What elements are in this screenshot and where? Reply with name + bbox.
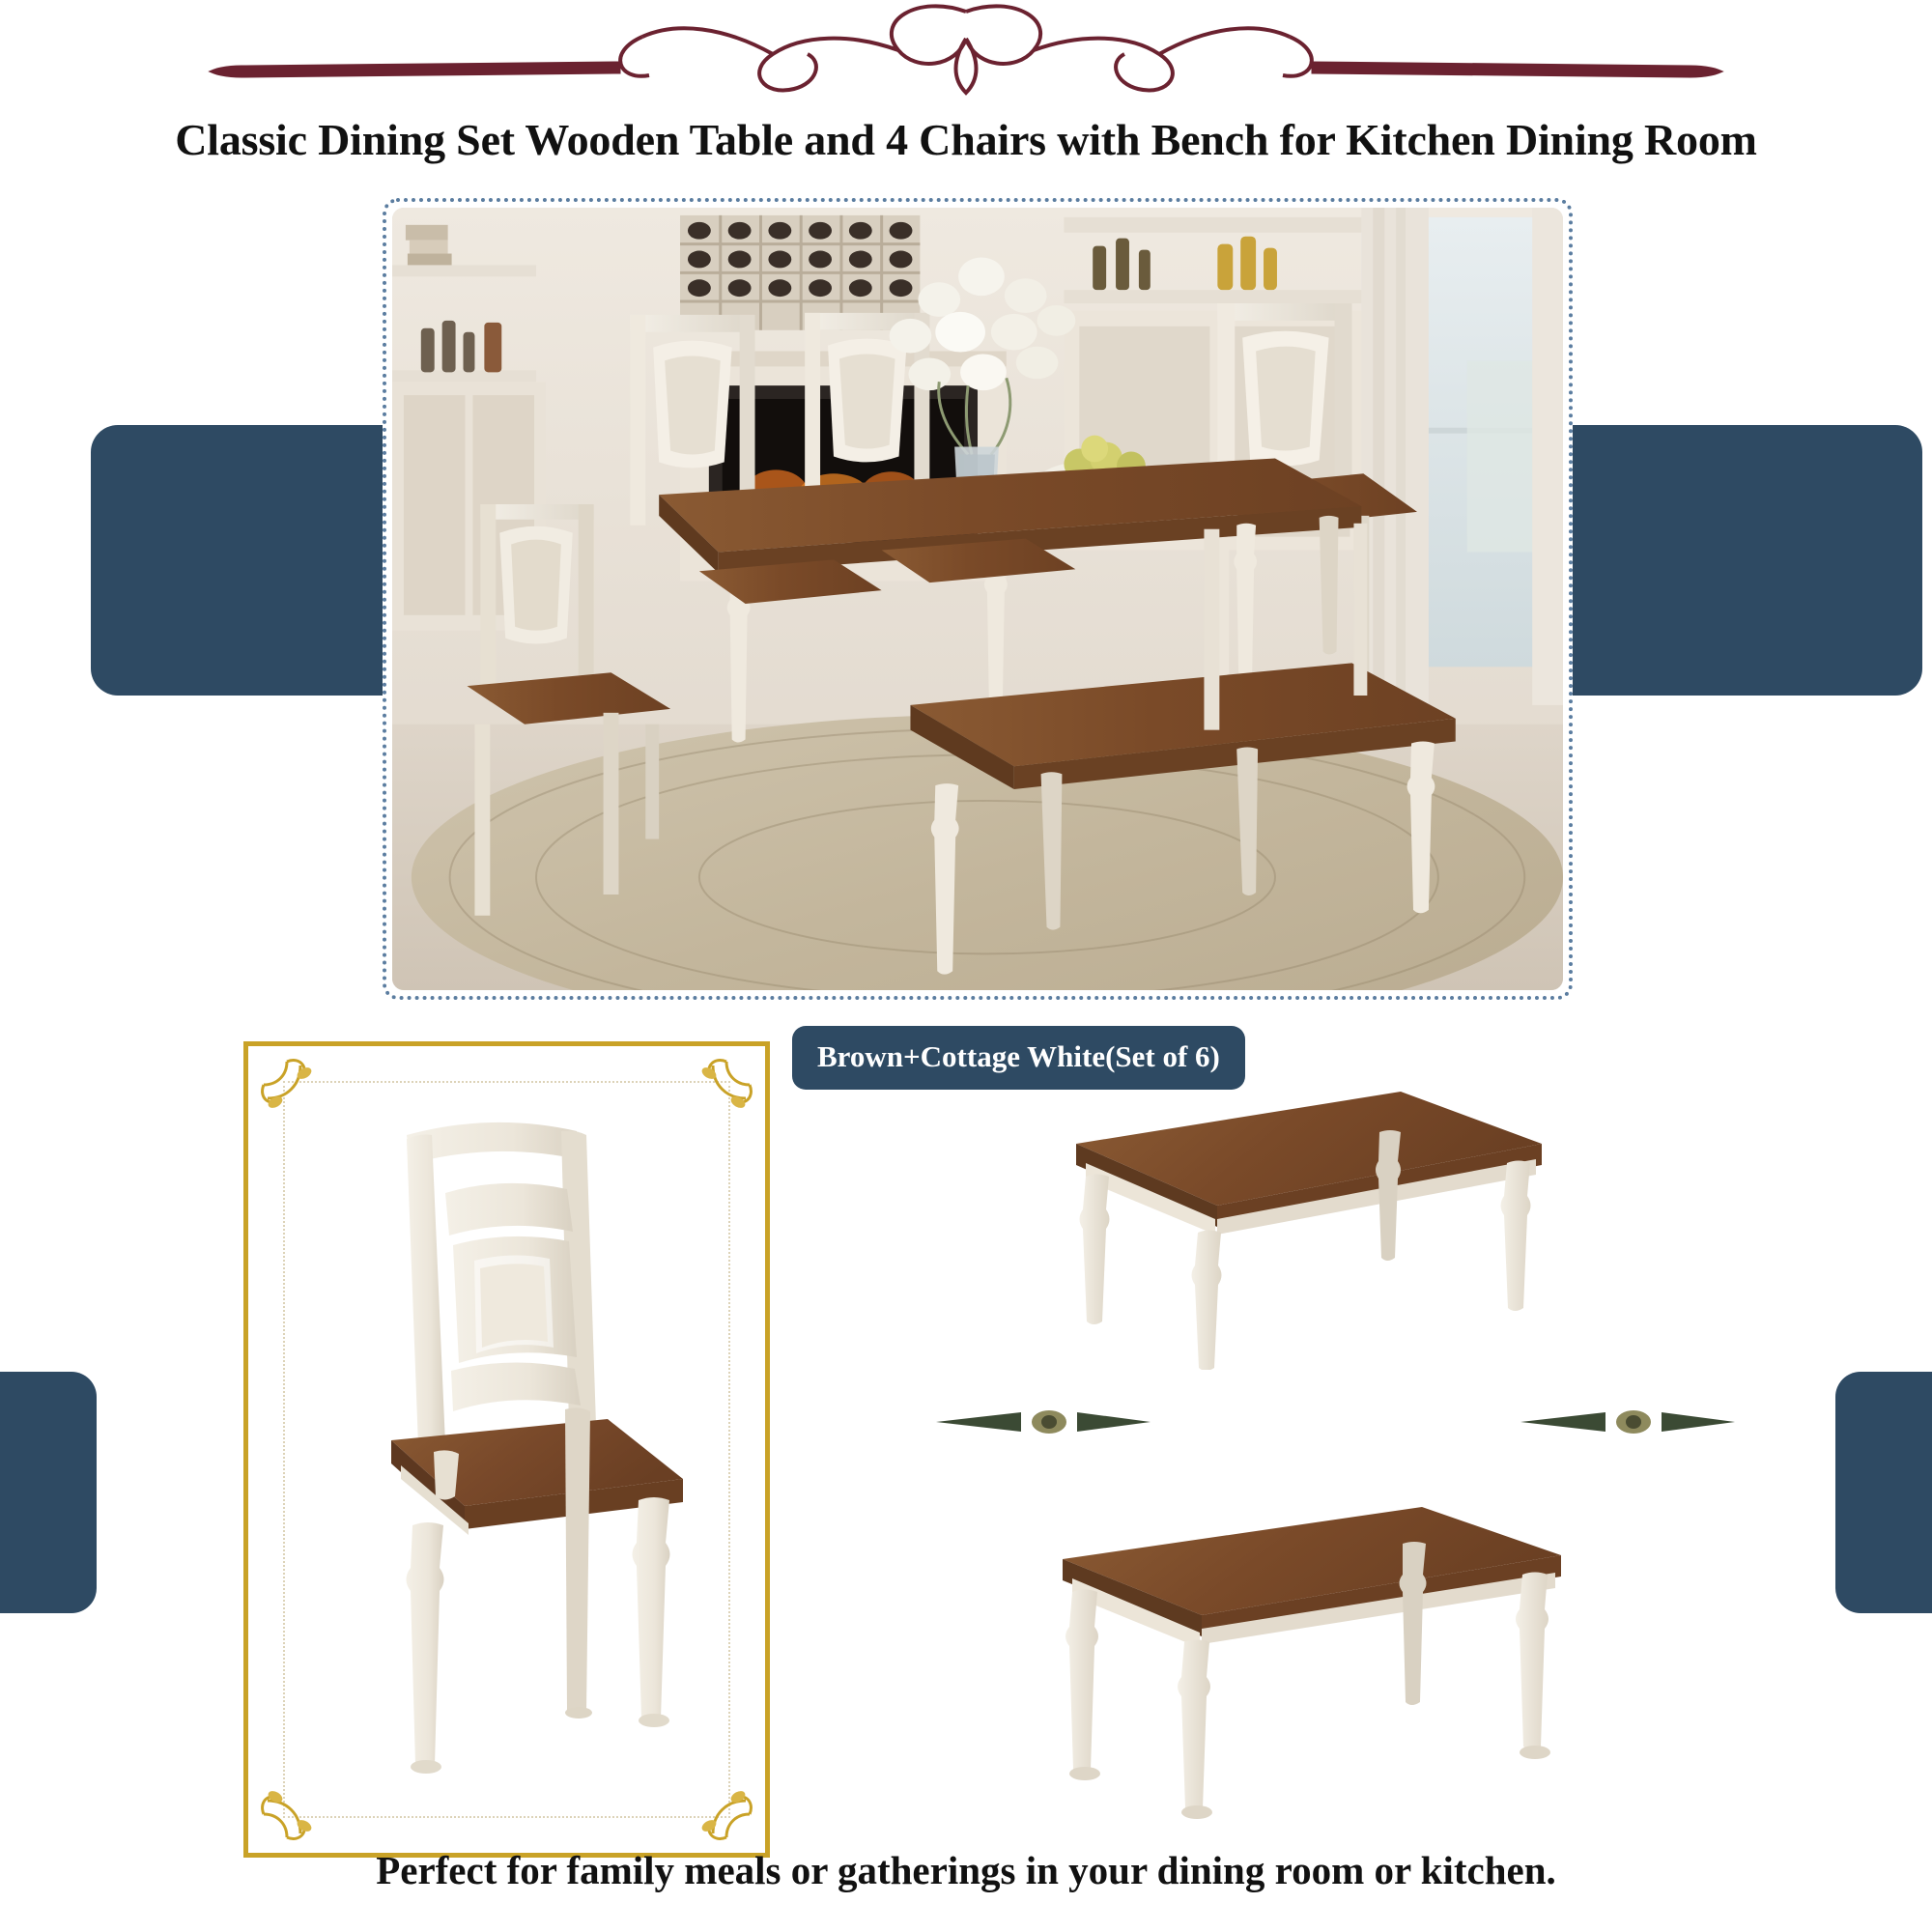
hero-image-frame — [383, 198, 1573, 1000]
decor-bar-right-bottom — [1835, 1372, 1932, 1613]
product-image-dining-bench — [1043, 1495, 1584, 1824]
footer-caption: Perfect for family meals or gatherings in your dining room or kitchen. — [376, 1848, 1556, 1892]
hero-dining-room-photo — [392, 208, 1563, 990]
divider-ornament-left — [932, 1401, 1154, 1443]
top-ornament — [0, 0, 1932, 106]
page-title: Classic Dining Set Wooden Table and 4 Chairs with Bench for Kitchen Dining Room — [175, 115, 1757, 164]
decor-bar-left-bottom — [0, 1372, 97, 1613]
chair-gold-frame — [243, 1041, 770, 1858]
product-image-dining-chair — [298, 1100, 724, 1815]
color-variant-badge[interactable]: Brown+Cottage White(Set of 6) — [792, 1026, 1245, 1090]
divider-ornament-right — [1517, 1401, 1739, 1443]
product-image-dining-table — [1053, 1080, 1565, 1370]
